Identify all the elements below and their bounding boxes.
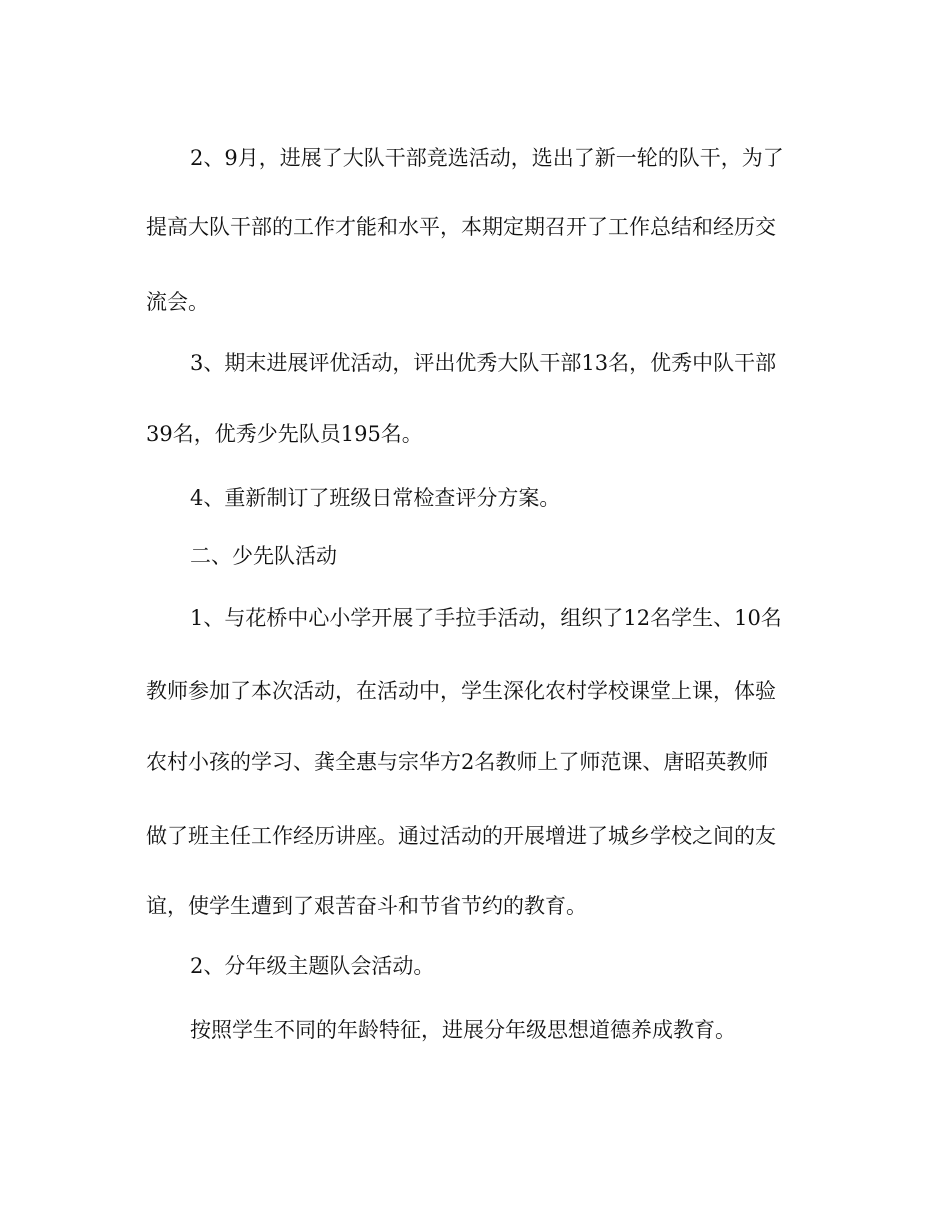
paragraph-line: 按照学生不同的年龄特征，进展分年级思想道德养成教育。 <box>190 1018 736 1042</box>
paragraph-line: 谊，使学生遭到了艰苦奋斗和节省节约的教育。 <box>146 894 587 918</box>
paragraph-line: 农村小孩的学习、龚全惠与宗华方2名教师上了师范课、唐昭英教师 <box>146 750 769 774</box>
paragraph-line: 3、期末进展评优活动，评出优秀大队干部13名，优秀中队干部 <box>190 351 777 375</box>
paragraph-line: 2、分年级主题队会活动。 <box>190 954 435 978</box>
paragraph-line: 4、重新制订了班级日常检查评分方案。 <box>190 486 561 510</box>
paragraph-line: 1、与花桥中心小学开展了手拉手活动，组织了12名学生、10名 <box>190 606 782 630</box>
paragraph-line: 教师参加了本次活动，在活动中，学生深化农村学校课堂上课，体验 <box>146 679 776 703</box>
paragraph-line: 提高大队干部的工作才能和水平，本期定期召开了工作总结和经历交 <box>146 215 776 239</box>
paragraph-line: 流会。 <box>146 290 209 314</box>
paragraph-line: 做了班主任工作经历讲座。通过活动的开展增进了城乡学校之间的友 <box>146 824 776 848</box>
paragraph-line: 39名，优秀少先队员195名。 <box>146 422 423 446</box>
paragraph-line: 2、9月，进展了大队干部竞选活动，选出了新一轮的队干，为了 <box>190 146 784 170</box>
section-heading: 二、少先队活动 <box>190 544 337 568</box>
